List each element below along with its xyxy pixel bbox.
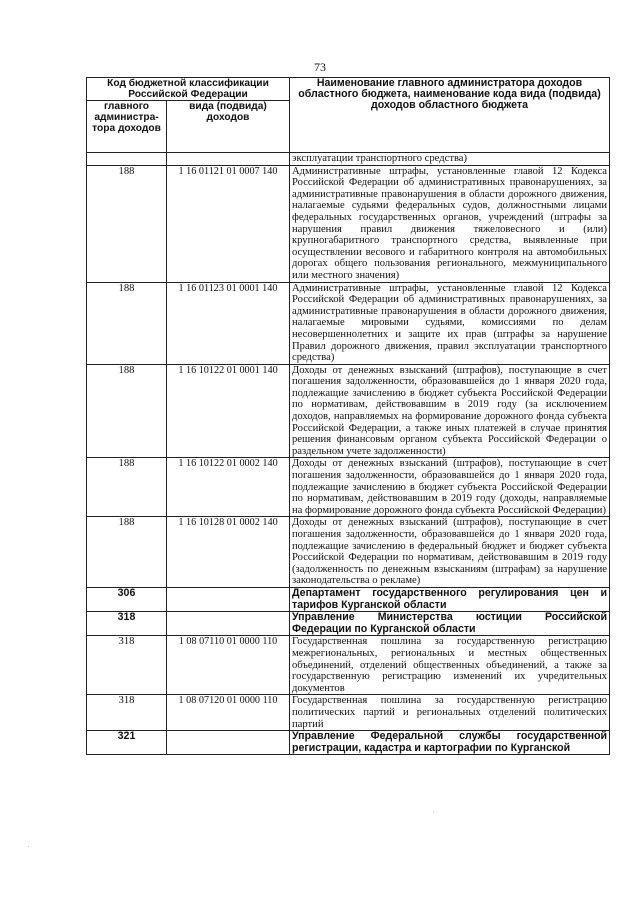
income-name-cell: Доходы от денежных взысканий (штрафов), поступающие в счет погашения задолженности, образовавшейся до 1 января 2020 года, подлежащие зачислению в федеральный бюджет и бюджет субъекта Российской Федерации по нормативам, действовавшим в 2019 году (задолженность по денежным взысканиям (штрафам) за нарушение законодательства о рекламе)	[290, 517, 610, 588]
header-name: Наименование главного администратора доходов областного бюджета, наименование кода вида (подвида) доходов областного бюджета	[290, 78, 610, 153]
admin-code-cell: 188	[87, 282, 167, 364]
scan-speck	[433, 812, 434, 813]
income-name-cell: Государственная пошлина за государственную регистрацию политических партий и региональных отделений политических партий	[290, 695, 610, 731]
income-code-cell: 1 08 07120 01 0000 110	[167, 695, 290, 731]
table-row	[87, 364, 610, 458]
admin-code-cell: 188	[87, 458, 167, 517]
admin-code-cell: 188	[87, 165, 167, 282]
income-name-cell: Доходы от денежных взысканий (штрафов), поступающие в счет погашения задолженности, образовавшейся до 1 января 2020 года, подлежащие зачислению в бюджет субъекта Российской Федерации по нормативам, действовавшим в 2019 году (за исключением доходов, направляемых на формирование дорожного фонда субъекта Российской Федерации, а также иных платежей в случае принятия решения финансовым органом субъекта Российской Федерации о раздельном учете задолженности)	[290, 364, 610, 458]
table-row	[87, 517, 610, 588]
income-code-cell: 1 08 07110 01 0000 110	[167, 636, 290, 695]
income-code-cell	[167, 731, 290, 755]
income-name-cell: Управление Федеральной службы государственной регистрации, кадастра и картографии по Курганской	[290, 731, 610, 755]
admin-code-cell	[87, 153, 167, 166]
income-code-cell	[167, 587, 290, 611]
header-income-code: вида (подвида) доходов	[167, 101, 290, 153]
admin-code-cell: 188	[87, 364, 167, 458]
page-number: 73	[314, 60, 326, 74]
table-row	[87, 612, 610, 636]
table-row	[87, 587, 610, 611]
income-code-cell: 1 16 10122 01 0001 140	[167, 364, 290, 458]
income-name-cell: Департамент государственного регулирования цен и тарифов Курганской области	[290, 587, 610, 611]
table-row	[87, 695, 610, 731]
table-row	[87, 731, 610, 755]
header-group-bcc: Код бюджетной классификации Российской Федерации	[87, 78, 290, 101]
table-row	[87, 636, 610, 695]
table-row	[87, 153, 610, 166]
income-name-cell: эксплуатации транспортного средства)	[290, 153, 610, 166]
table-row	[87, 165, 610, 282]
admin-code-cell: 306	[87, 587, 167, 611]
admin-code-cell: 321	[87, 731, 167, 755]
income-name-cell: Административные штрафы, установленные главой 12 Кодекса Российской Федерации об административных правонарушениях, за административные правонарушения в области дорожного движения, налагаемые мировыми судьями, комиссиями по делам несовершеннолетних и защите их прав (штрафы за нарушение Правил дорожного движения, правил эксплуатации транспортного средства)	[290, 282, 610, 364]
income-code-cell: 1 16 01123 01 0001 140	[167, 282, 290, 364]
budget-classification-table	[86, 77, 610, 755]
income-name-cell: Управление Министерства юстиции Российской Федерации по Курганской области	[290, 612, 610, 636]
admin-code-cell: 318	[87, 636, 167, 695]
income-code-cell	[167, 153, 290, 166]
income-code-cell	[167, 612, 290, 636]
income-code-cell: 1 16 10122 01 0002 140	[167, 458, 290, 517]
income-name-cell: Государственная пошлина за государственную регистрацию межрегиональных, региональных и местных общественных объединений, отделений общественных объединений, а также за государственную регистрацию изменений их учредительных документов	[290, 636, 610, 695]
table-row	[87, 458, 610, 517]
income-code-cell: 1 16 10128 01 0002 140	[167, 517, 290, 588]
income-name-cell: Доходы от денежных взысканий (штрафов), поступающие в счет погашения задолженности, образовавшейся до 1 января 2020 года, подлежащие зачислению в бюджет субъекта Российской Федерации по нормативам, действовавшим в 2019 году (доходы, направляемые на формирование дорожного фонда субъекта Российской Федерации)	[290, 458, 610, 517]
admin-code-cell: 318	[87, 612, 167, 636]
header-admin-code: главного администра-тора доходов	[87, 101, 167, 153]
table-body	[87, 153, 610, 755]
table-row	[87, 282, 610, 364]
admin-code-cell: 188	[87, 517, 167, 588]
income-name-cell: Административные штрафы, установленные главой 12 Кодекса Российской Федерации об административных правонарушениях, за административные правонарушения в области дорожного движения, налагаемые судьями федеральных судов, должностными лицами федеральных государственных органов, учреждений (штрафы за нарушения правил движения тяжеловесного и (или) крупногабаритного транспортного средства, выявленные при осуществлении весового и габаритного контроля на автомобильных дорогах общего пользования регионального, межмуниципального или местного значения)	[290, 165, 610, 282]
scan-speck	[28, 846, 29, 847]
admin-code-cell: 318	[87, 695, 167, 731]
income-code-cell: 1 16 01121 01 0007 140	[167, 165, 290, 282]
